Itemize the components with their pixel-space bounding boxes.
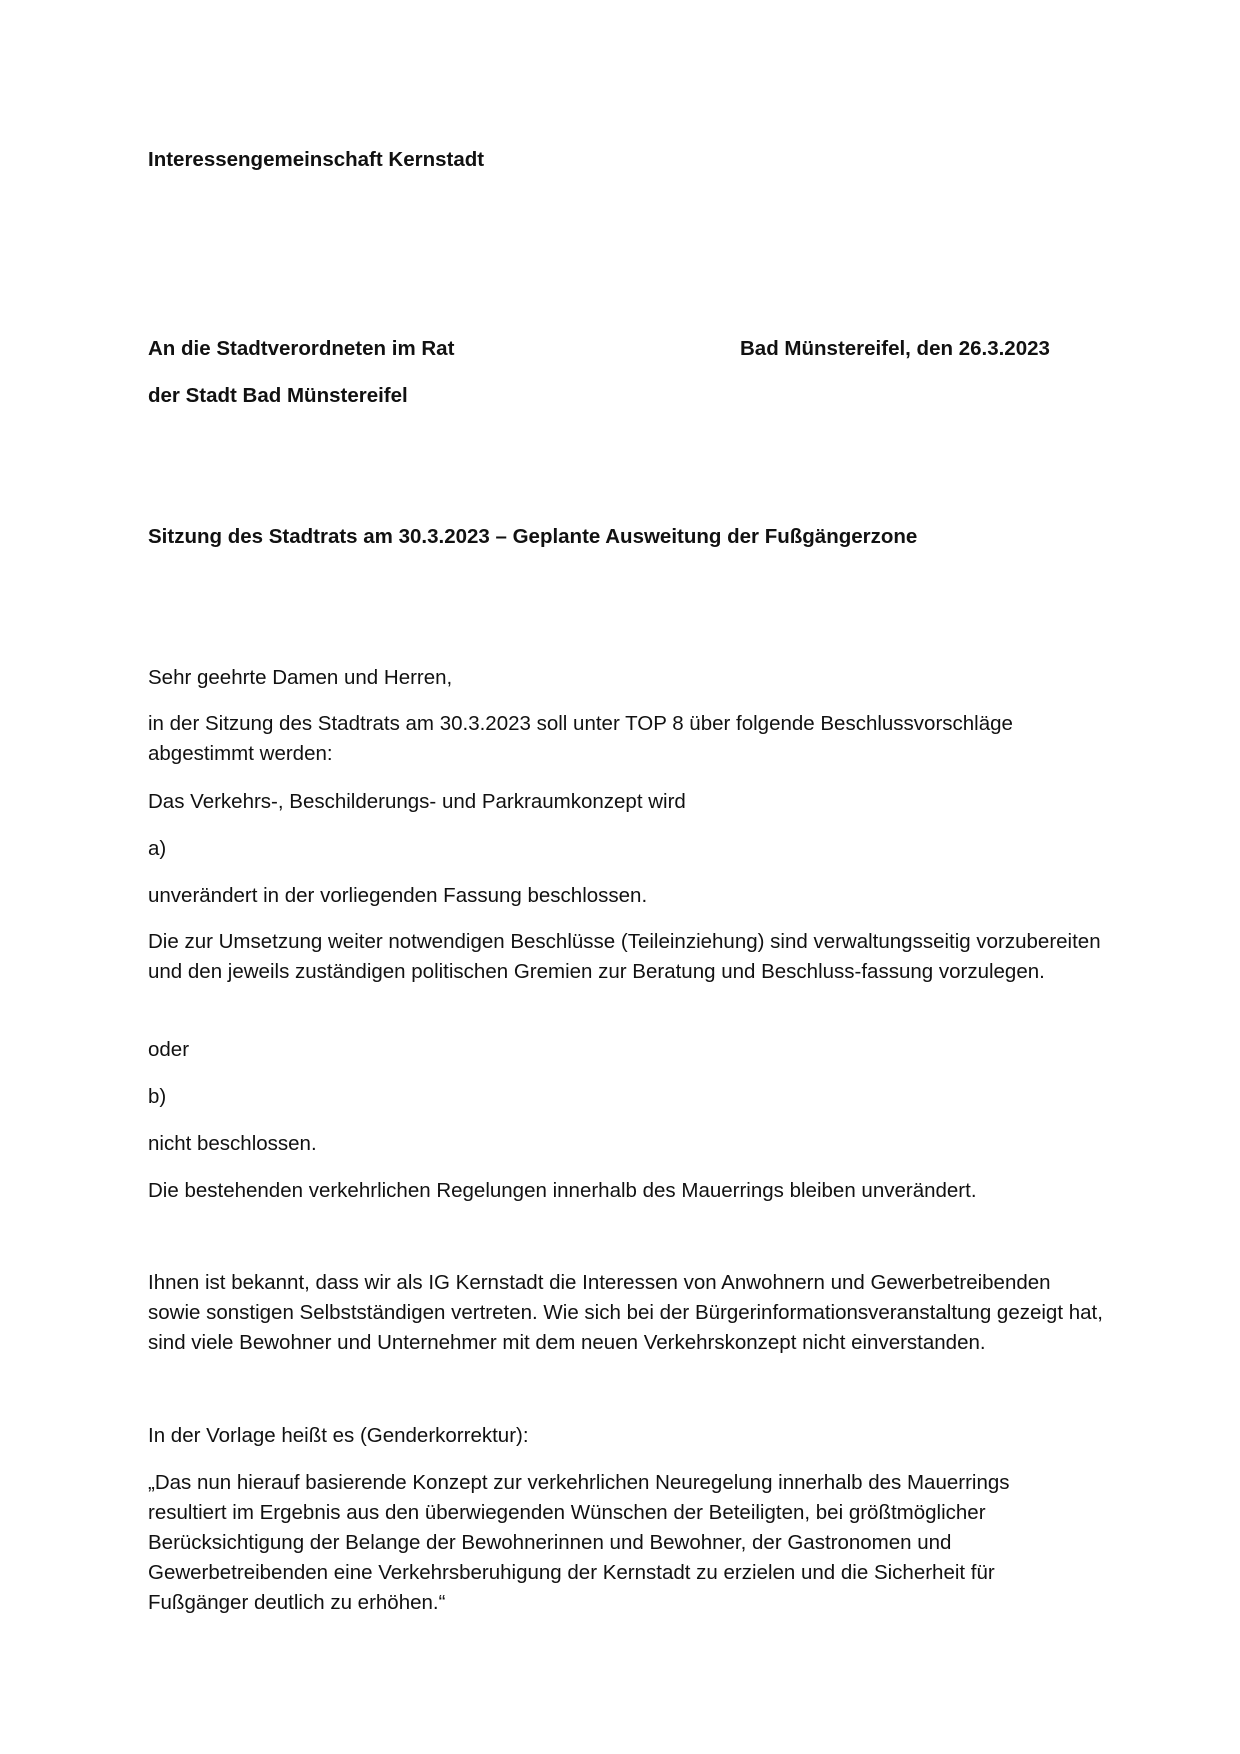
sender-name: Interessengemeinschaft Kernstadt: [148, 148, 485, 171]
option-a-detail: Die zur Umsetzung weiter notwendigen Beschlüsse (Teileinziehung) sind verwaltungsseitig vorzubereiten und den jeweils zuständigen politischen Gremien zur Beratung und Beschluss-fassung vorzulegen.: [148, 930, 1101, 983]
salutation: Sehr geehrte Damen und Herren,: [148, 666, 453, 689]
recipient-line-1: An die Stadtverordneten im Rat: [148, 337, 455, 360]
quote-paragraph: „Das nun hierauf basierende Konzept zur verkehrlichen Neuregelung innerhalb des Mauerrings resultiert im Ergebnis aus den überwiegenden Wünschen der Beteiligten, bei größtmöglicher Berücksichtigung der Belange der Bewohnerinnen und Bewohner, der Gastronomen und Gewerbetreibenden eine Verkehrsberuhigung der Kernstadt zu erzielen und die Sicherheit für Fußgänger deutlich zu erhöhen.“: [148, 1471, 1010, 1614]
option-b-detail: Die bestehenden verkehrlichen Regelungen innerhalb des Mauerrings bleiben unverändert.: [148, 1179, 977, 1202]
option-b-label: b): [148, 1085, 167, 1108]
option-a-text: unverändert in der vorliegenden Fassung beschlossen.: [148, 884, 648, 907]
interest-paragraph: Ihnen ist bekannt, dass wir als IG Kernstadt die Interessen von Anwohnern und Gewerbetreibenden sowie sonstigen Selbstständigen vertreten. Wie sich bei der Bürgerinformationsveranstaltung gezeigt hat, sind viele Bewohner und Unternehmer mit dem neuen Verkehrskonzept nicht einverstanden.: [148, 1271, 1103, 1354]
option-b-text: nicht beschlossen.: [148, 1132, 317, 1155]
intro-paragraph: in der Sitzung des Stadtrats am 30.3.2023 soll unter TOP 8 über folgende Beschlussvorschläge abgestimmt werden:: [148, 712, 1013, 765]
option-a-label: a): [148, 837, 167, 860]
quote-intro: In der Vorlage heißt es (Genderkorrektur):: [148, 1424, 529, 1447]
or-word: oder: [148, 1038, 190, 1061]
subject-line: Sitzung des Stadtrats am 30.3.2023 – Geplante Ausweitung der Fußgängerzone: [148, 525, 918, 548]
recipient-line-2: der Stadt Bad Münstereifel: [148, 384, 408, 407]
place-date: Bad Münstereifel, den 26.3.2023: [740, 337, 1050, 360]
concept-line: Das Verkehrs-, Beschilderungs- und Parkraumkonzept wird: [148, 790, 686, 813]
